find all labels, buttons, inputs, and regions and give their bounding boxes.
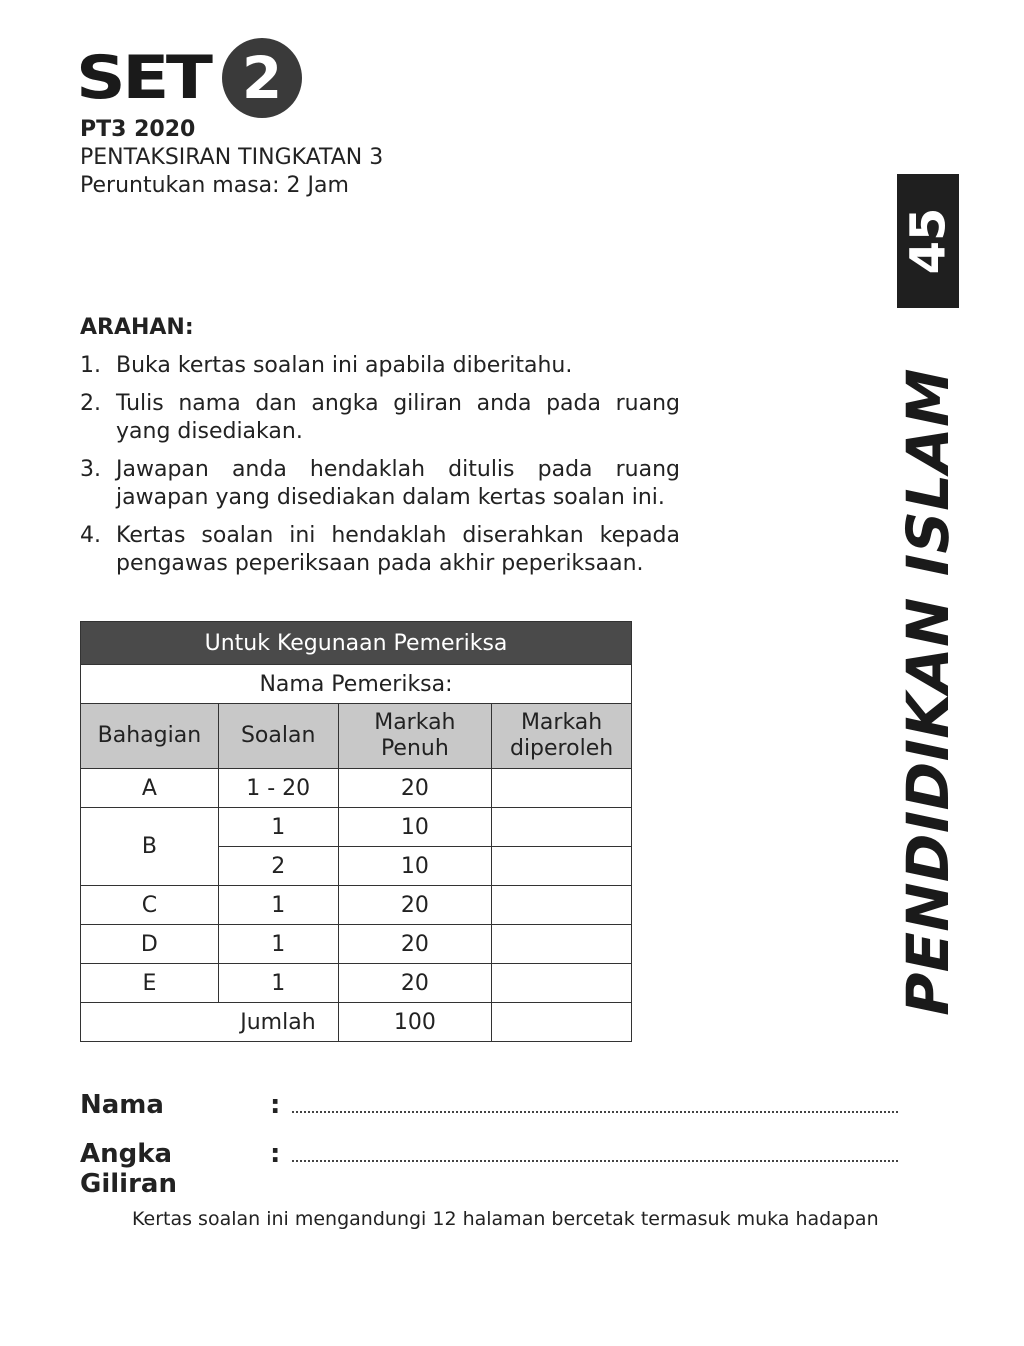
total-obtained-cell[interactable] (492, 1003, 632, 1042)
marks-obtained-cell[interactable] (492, 847, 632, 886)
section-cell: B (81, 808, 219, 886)
name-colon: : (270, 1090, 281, 1120)
total-value: 100 (338, 1003, 492, 1042)
question-cell: 1 (218, 964, 338, 1003)
instructions-title: ARAHAN: (80, 315, 194, 340)
paper-number-badge (897, 174, 959, 308)
instructions-list (80, 352, 680, 588)
table-row (81, 964, 632, 1003)
instruction-text: Jawapan anda hendaklah ditulis pada ruang jawapan yang disediakan dalam kertas soalan ini. (116, 457, 680, 510)
examiner-name-row (81, 665, 632, 704)
instruction-number: 4. (80, 523, 101, 548)
exam-code: PT3 2020 (80, 117, 196, 142)
set-number-badge: 2 (222, 38, 302, 118)
question-cell: 1 - 20 (218, 769, 338, 808)
table-row (81, 886, 632, 925)
total-row (81, 1003, 632, 1042)
table-row (81, 925, 632, 964)
instruction-text: Kertas soalan ini hendaklah diserahkan kepada pengawas peperiksaan pada akhir peperiksaan. (116, 523, 680, 576)
header-section: Bahagian (81, 704, 219, 769)
marks-obtained-cell[interactable] (492, 964, 632, 1003)
instruction-number: 3. (80, 457, 101, 482)
marks-obtained-cell[interactable] (492, 769, 632, 808)
full-marks-cell: 10 (338, 808, 492, 847)
section-cell: A (81, 769, 219, 808)
header-marks-obtained: Markah diperoleh (492, 704, 632, 769)
total-label: Jumlah (218, 1003, 338, 1042)
index-number-colon: : (270, 1139, 281, 1169)
marks-obtained-cell[interactable] (492, 886, 632, 925)
table-header-row (81, 704, 632, 769)
section-cell: C (81, 886, 219, 925)
question-cell: 2 (218, 847, 338, 886)
set-header (76, 38, 283, 118)
side-label (894, 174, 963, 1060)
marks-obtained-cell[interactable] (492, 808, 632, 847)
marks-obtained-cell[interactable] (492, 925, 632, 964)
instruction-item (80, 352, 680, 380)
subject-title-container (894, 324, 963, 1060)
index-field-row (80, 1139, 898, 1199)
examiner-table (80, 621, 632, 1042)
section-cell: D (81, 925, 219, 964)
table-title-row (81, 622, 632, 665)
question-cell: 1 (218, 808, 338, 847)
examiner-name-label: Nama Pemeriksa: (81, 665, 632, 704)
paper-number: 45 (900, 207, 957, 275)
table-title: Untuk Kegunaan Pemeriksa (81, 622, 632, 665)
full-marks-cell: 10 (338, 847, 492, 886)
name-field-row (80, 1090, 898, 1120)
section-cell: E (81, 964, 219, 1003)
table-row (81, 808, 632, 847)
exam-name: PENTAKSIRAN TINGKATAN 3 (80, 145, 384, 170)
table-row (81, 769, 632, 808)
index-number-field[interactable] (292, 1140, 898, 1162)
header-question: Soalan (218, 704, 338, 769)
instruction-text: Tulis nama dan angka giliran anda pada ruang yang disediakan. (116, 391, 680, 444)
instruction-item (80, 390, 680, 446)
full-marks-cell: 20 (338, 769, 492, 808)
instruction-item (80, 522, 680, 578)
instruction-number: 2. (80, 391, 101, 416)
instruction-number: 1. (80, 353, 101, 378)
set-word: SET (76, 43, 210, 113)
name-label: Nama (80, 1090, 164, 1120)
subject-title: PENDIDIKAN ISLAM (894, 360, 963, 1024)
full-marks-cell: 20 (338, 886, 492, 925)
instruction-item (80, 456, 680, 512)
full-marks-cell: 20 (338, 925, 492, 964)
name-field[interactable] (292, 1091, 898, 1113)
instruction-text: Buka kertas soalan ini apabila diberitahu. (116, 353, 573, 378)
index-number-label: Angka Giliran (80, 1139, 177, 1199)
header-full-marks: Markah Penuh (338, 704, 492, 769)
exam-meta (80, 116, 383, 200)
time-allocation: Peruntukan masa: 2 Jam (80, 173, 349, 198)
footer-note: Kertas soalan ini mengandungi 12 halaman bercetak termasuk muka hadapan (132, 1208, 879, 1230)
full-marks-cell: 20 (338, 964, 492, 1003)
question-cell: 1 (218, 925, 338, 964)
total-blank-cell (81, 1003, 219, 1042)
question-cell: 1 (218, 886, 338, 925)
